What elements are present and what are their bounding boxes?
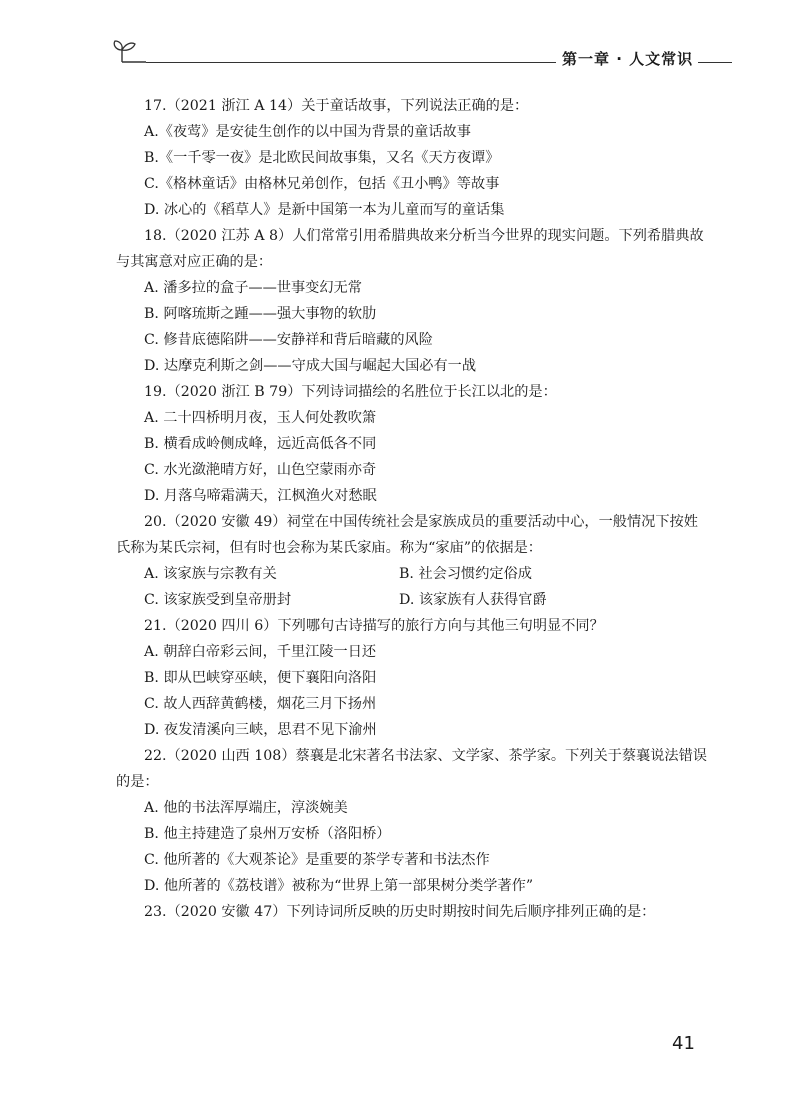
question-stem: 19.（2020 浙江 B 79）下列诗词描绘的名胜位于长江以北的是：: [144, 384, 557, 400]
option: D. 达摩克利斯之剑——守成大国与崛起大国必有一战: [144, 358, 477, 374]
option: C. 故人西辞黄鹤楼，烟花三月下扬州: [144, 696, 377, 712]
option: D. 他所著的《荔枝谱》被称为“世界上第一部果树分类学著作”: [144, 878, 534, 894]
option: D. 冰心的《稻草人》是新中国第一本为儿童而写的童话集: [144, 202, 505, 218]
option: C. 修昔底德陷阱——安静祥和背后暗藏的风险: [144, 332, 433, 348]
chapter-label: 第一章 · 人文常识: [562, 50, 694, 68]
page-number: 41: [672, 1033, 695, 1054]
option: C. 该家族受到皇帝册封: [144, 592, 292, 608]
option: B. 即从巴峡穿巫峡，便下襄阳向洛阳: [144, 670, 377, 686]
option: B. 横看成岭侧成峰，远近高低各不同: [144, 436, 377, 452]
option: B. 阿喀琉斯之踵——强大事物的软肋: [144, 306, 377, 322]
header-rule-left: [146, 62, 556, 63]
option-row: [116, 587, 708, 613]
option: A. 他的书法浑厚端庄，淳淡婉美: [144, 800, 348, 816]
option: D. 该家族有人获得官爵: [399, 592, 547, 608]
option: B. 他主持建造了泉州万安桥（洛阳桥）: [144, 826, 391, 842]
question-stem: 18.（2020 江苏 A 8）人们常常引用希腊典故来分析当今世界的现实问题。下列希腊典故与其寓意对应正确的是：: [116, 228, 704, 270]
option: B.《一千零一夜》是北欧民间故事集，又名《天方夜谭》: [144, 150, 500, 166]
option: A. 朝辞白帝彩云间，千里江陵一日还: [144, 644, 377, 660]
sprout-icon: [112, 38, 148, 68]
question-stem: 21.（2020 四川 6）下列哪句古诗描写的旅行方向与其他三句明显不同？: [144, 618, 604, 634]
chapter-title: 人文常识: [629, 50, 694, 68]
option: A.《夜莺》是安徒生创作的以中国为背景的童话故事: [144, 124, 471, 140]
option: A. 潘多拉的盒子——世事变幻无常: [144, 280, 362, 296]
header-rule-right: [698, 62, 732, 63]
option: C.《格林童话》由格林兄弟创作，包括《丑小鸭》等故事: [144, 176, 500, 192]
option-row: [116, 561, 708, 587]
option: D. 夜发清溪向三峡，思君不见下渝州: [144, 722, 377, 738]
question-stem: 20.（2020 安徽 49）祠堂在中国传统社会是家族成员的重要活动中心，一般情况下按姓氏称为某氏宗祠，但有时也会称为某氏家庙。称为“家庙”的依据是：: [116, 514, 698, 556]
option: A. 二十四桥明月夜，玉人何处教吹箫: [144, 410, 377, 426]
option: A. 该家族与宗教有关: [144, 566, 277, 582]
page-header: [112, 38, 732, 72]
question-stem: 23.（2020 安徽 47）下列诗词所反映的历史时期按时间先后顺序排列正确的是：: [144, 904, 656, 920]
option: C. 他所著的《大观茶论》是重要的茶学专著和书法杰作: [144, 852, 490, 868]
option: C. 水光潋滟晴方好，山色空蒙雨亦奇: [144, 462, 377, 478]
option: D. 月落乌啼霜满天，江枫渔火对愁眠: [144, 488, 377, 504]
question-stem: 17.（2021 浙江 A 14）关于童话故事，下列说法正确的是：: [144, 98, 529, 114]
question-list: [116, 93, 708, 925]
option: B. 社会习惯约定俗成: [399, 566, 532, 582]
question-stem: 22.（2020 山西 108）蔡襄是北宋著名书法家、文学家、茶学家。下列关于蔡襄说法错误的是：: [116, 748, 707, 790]
chapter-number: 第一章: [562, 50, 611, 68]
